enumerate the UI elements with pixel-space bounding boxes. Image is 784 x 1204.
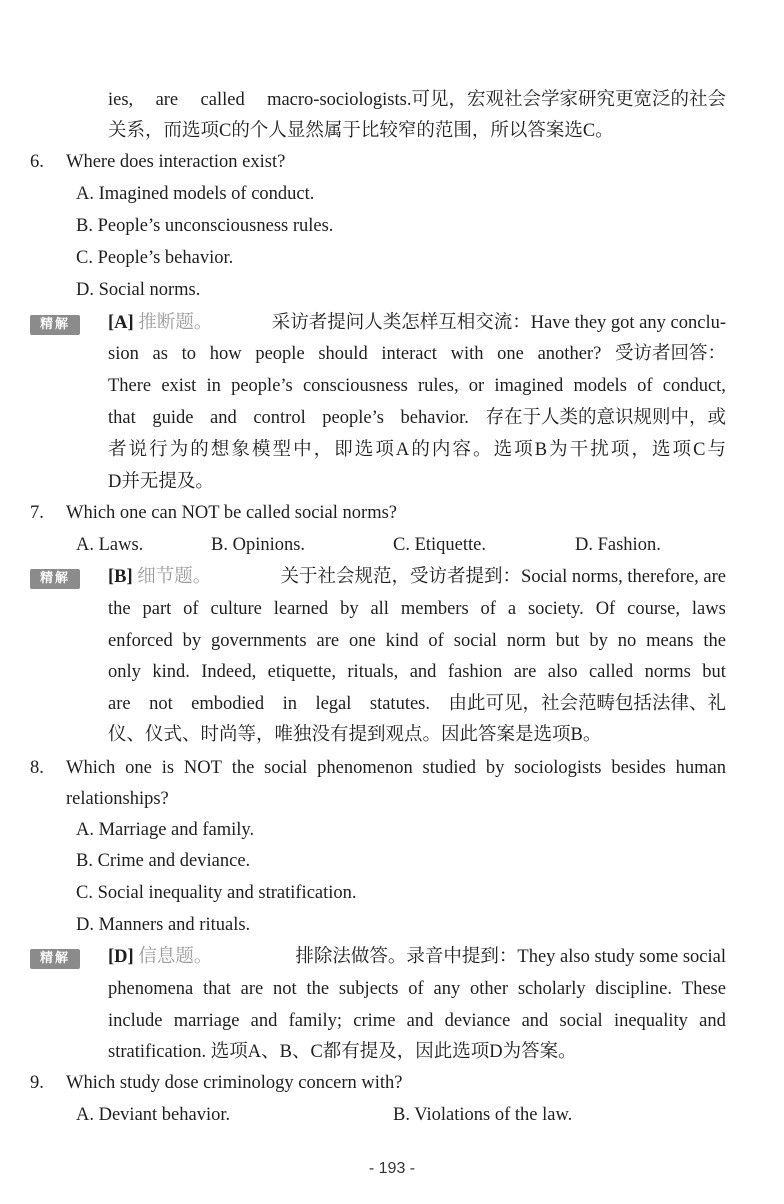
option-a: A. Laws. <box>76 535 144 555</box>
question-number: 7. <box>30 503 44 523</box>
explanation-line <box>108 944 726 970</box>
question-text: Which study dose criminology concern with? <box>66 1073 403 1093</box>
explanation-line <box>108 310 726 336</box>
answer-label: [A] <box>108 313 134 333</box>
explanation-line: There exist in people’s consciousness rules, or imagined models of conduct, <box>108 376 726 396</box>
option-d: D. Fashion. <box>575 535 661 555</box>
question-type: 推断题。 <box>138 313 213 333</box>
option-d: D. Manners and rituals. <box>76 915 251 935</box>
option-c: C. Etiquette. <box>393 535 486 555</box>
question-number: 9. <box>30 1073 44 1093</box>
option-b: B. People’s unconsciousness rules. <box>76 216 334 236</box>
option-b: B. Crime and deviance. <box>76 851 251 871</box>
option-b: B. Opinions. <box>211 535 306 555</box>
answer-label: [D] <box>108 947 134 967</box>
option-a: A. Deviant behavior. <box>76 1105 231 1125</box>
question-type: 信息题。 <box>138 947 213 967</box>
explanation-line: the part of culture learned by all members of a society. Of course, laws <box>108 599 726 619</box>
explanation-line: sion as to how people should interact with one another? 受访者回答： <box>108 344 726 364</box>
explanation-line: enforced by governments are one kind of social norm but by no means the <box>108 631 726 651</box>
explanation-line <box>108 564 726 590</box>
question-text: Which one is NOT the social phenomenon studied by sociologists besides human <box>66 758 726 778</box>
question-text: Which one can NOT be called social norms? <box>66 503 397 523</box>
answer-label: [B] <box>108 567 133 587</box>
option-c: C. Social inequality and stratification. <box>76 883 357 903</box>
intro-line-1: ies, are called macro-sociologists.可见，宏观社会学家研究更宽泛的社会 <box>108 90 726 110</box>
question-type: 细节题。 <box>137 567 212 587</box>
explanation-badge: 精解 <box>30 569 80 589</box>
explanation-text: 关于社会规范，受访者提到：Social norms, therefore, are <box>280 567 726 587</box>
explanation-line: 仪、仪式、时尚等，唯独没有提到观点。因此答案是选项B。 <box>108 725 602 745</box>
question-number: 6. <box>30 152 44 172</box>
option-c: C. People’s behavior. <box>76 248 234 268</box>
option-d: D. Social norms. <box>76 280 201 300</box>
explanation-badge: 精解 <box>30 315 80 335</box>
option-b: B. Violations of the law. <box>393 1105 573 1125</box>
option-a: A. Marriage and family. <box>76 820 255 840</box>
explanation-line: include marriage and family; crime and deviance and social inequality and <box>108 1011 726 1031</box>
explanation-line: stratification. 选项A、B、C都有提及，因此选项D为答案。 <box>108 1042 577 1062</box>
question-text: Where does interaction exist? <box>66 152 286 172</box>
explanation-text: 采访者提问人类怎样互相交流：Have they got any conclu- <box>271 313 726 333</box>
explanation-line: 者说行为的想象模型中，即选项A的内容。选项B为干扰项，选项C与 <box>108 440 726 460</box>
page-number: - 193 - <box>368 1160 416 1177</box>
explanation-line: D并无提及。 <box>108 472 214 492</box>
explanation-line: only kind. Indeed, etiquette, rituals, and fashion are also called norms but <box>108 662 726 682</box>
explanation-line: are not embodied in legal statutes. 由此可见，社会范畴包括法律、礼 <box>108 694 726 714</box>
intro-line-2: 关系，而选项C的个人显然属于比较窄的范围，所以答案选C。 <box>108 121 614 141</box>
option-a: A. Imagined models of conduct. <box>76 184 315 204</box>
explanation-badge: 精解 <box>30 949 80 969</box>
question-text: relationships? <box>66 789 169 809</box>
explanation-text: 排除法做答。录音中提到：They also study some social <box>295 947 726 967</box>
question-number: 8. <box>30 758 44 778</box>
explanation-line: phenomena that are not the subjects of any other scholarly discipline. These <box>108 979 726 999</box>
explanation-line: that guide and control people’s behavior. 存在于人类的意识规则中，或 <box>108 408 726 428</box>
